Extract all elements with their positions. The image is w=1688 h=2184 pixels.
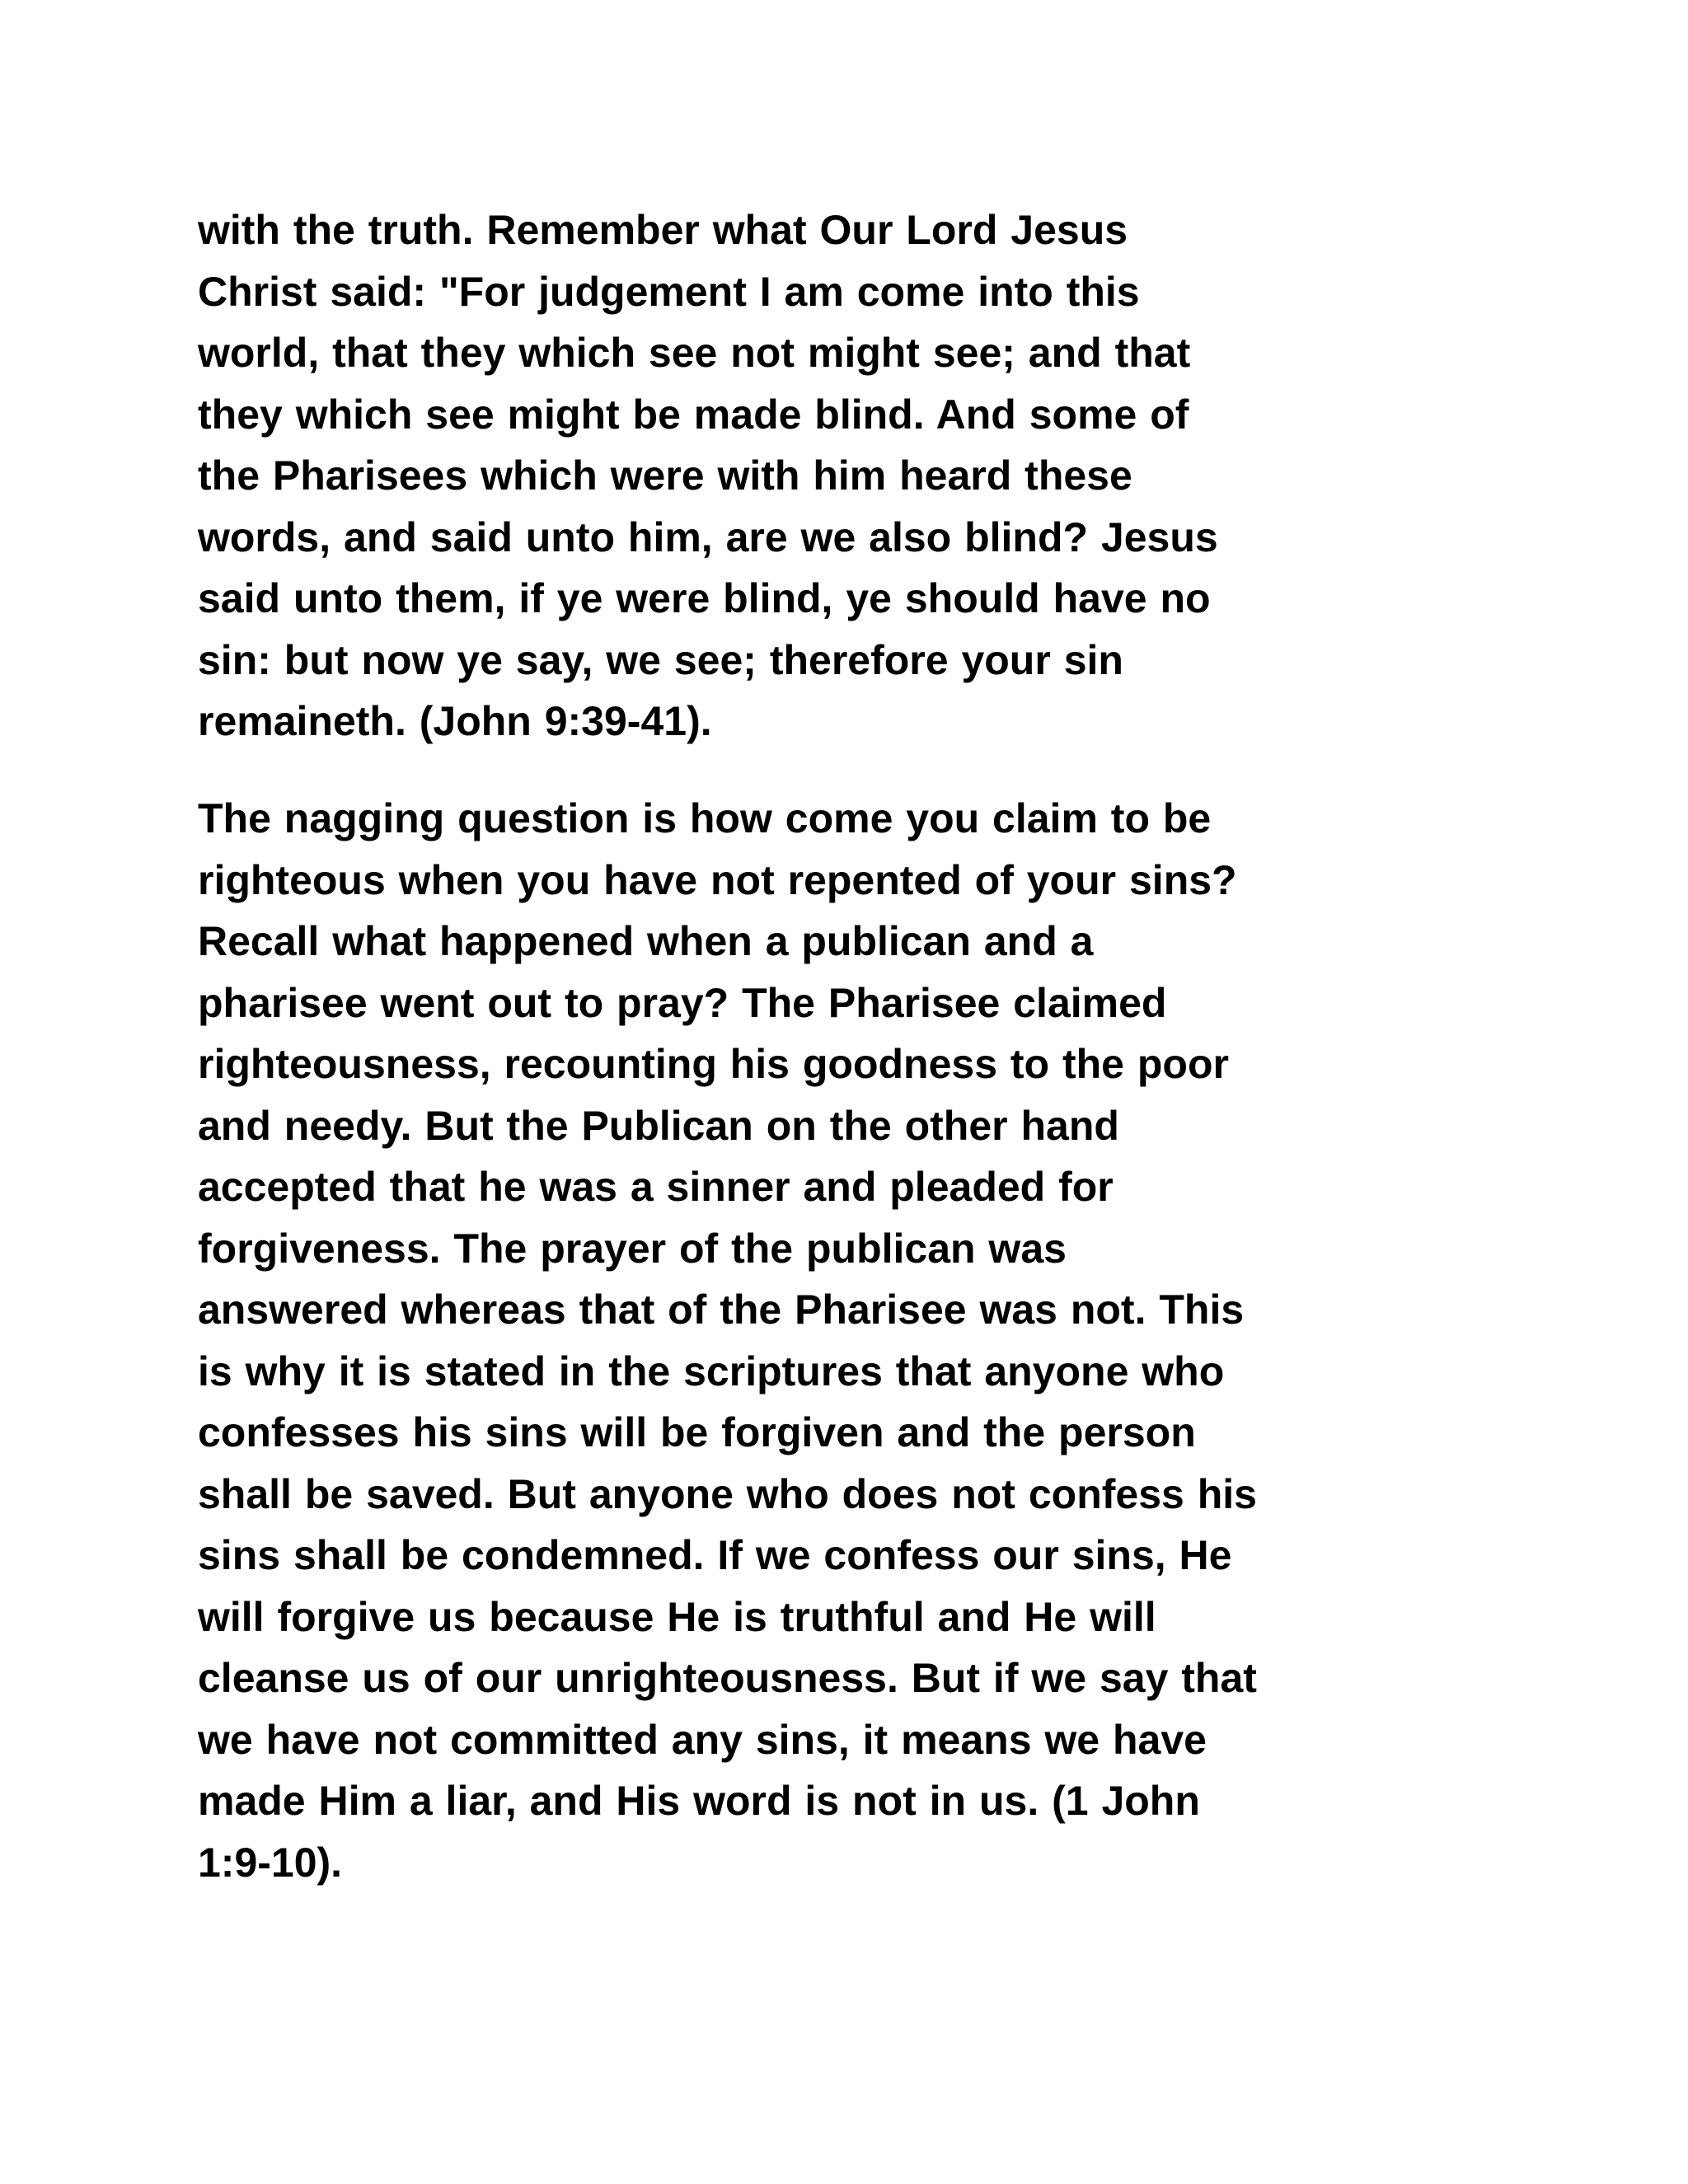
text-line: The nagging question is how come you claim to be — [198, 795, 1212, 841]
text-line: is why it is stated in the scriptures that anyone who — [198, 1347, 1225, 1394]
text-line: confesses his sins will be forgiven and the person — [198, 1409, 1196, 1455]
text-line: we have not committed any sins, it means we have — [198, 1716, 1207, 1763]
text-line: sins shall be condemned. If we confess our sins, He — [198, 1532, 1232, 1578]
paragraph-1 — [198, 199, 1517, 752]
text-line: righteousness, recounting his goodness to the poor — [198, 1041, 1229, 1087]
text-line: Christ said: "For judgement I am come into this — [198, 268, 1140, 315]
text-line: cleanse us of our unrighteousness. But if we say that — [198, 1655, 1257, 1701]
text-line: remaineth. (John 9:39-41). — [198, 698, 712, 744]
text-line: accepted that he was a sinner and pleaded for — [198, 1164, 1114, 1210]
text-line: sin: but now ye say, we see; therefore your sin — [198, 636, 1123, 683]
text-line: 1:9-10). — [198, 1839, 343, 1886]
text-line: shall be saved. But anyone who does not confess his — [198, 1470, 1257, 1517]
text-line: righteous when you have not repented of your sins? — [198, 856, 1237, 903]
text-line: words, and said unto him, are we also blind? Jesus — [198, 513, 1218, 560]
text-line: made Him a liar, and His word is not in us. (1 John — [198, 1778, 1200, 1824]
text-line: pharisee went out to pray? The Pharisee claimed — [198, 979, 1167, 1026]
text-line: they which see might be made blind. And some of — [198, 391, 1189, 438]
paragraph-2 — [198, 788, 1517, 1893]
text-line: with the truth. Remember what Our Lord Jesus — [198, 207, 1128, 253]
text-line: said unto them, if ye were blind, ye should have no — [198, 575, 1211, 621]
text-line: will forgive us because He is truthful and He will — [198, 1593, 1156, 1640]
text-line: and needy. But the Publican on the other hand — [198, 1102, 1119, 1149]
text-line: the Pharisees which were with him heard these — [198, 452, 1132, 499]
text-line: answered whereas that of the Pharisee was not. This — [198, 1286, 1245, 1333]
text-line: forgiveness. The prayer of the publican was — [198, 1225, 1067, 1272]
text-line: world, that they which see not might see; and that — [198, 330, 1191, 376]
text-line: Recall what happened when a publican and a — [198, 918, 1094, 964]
